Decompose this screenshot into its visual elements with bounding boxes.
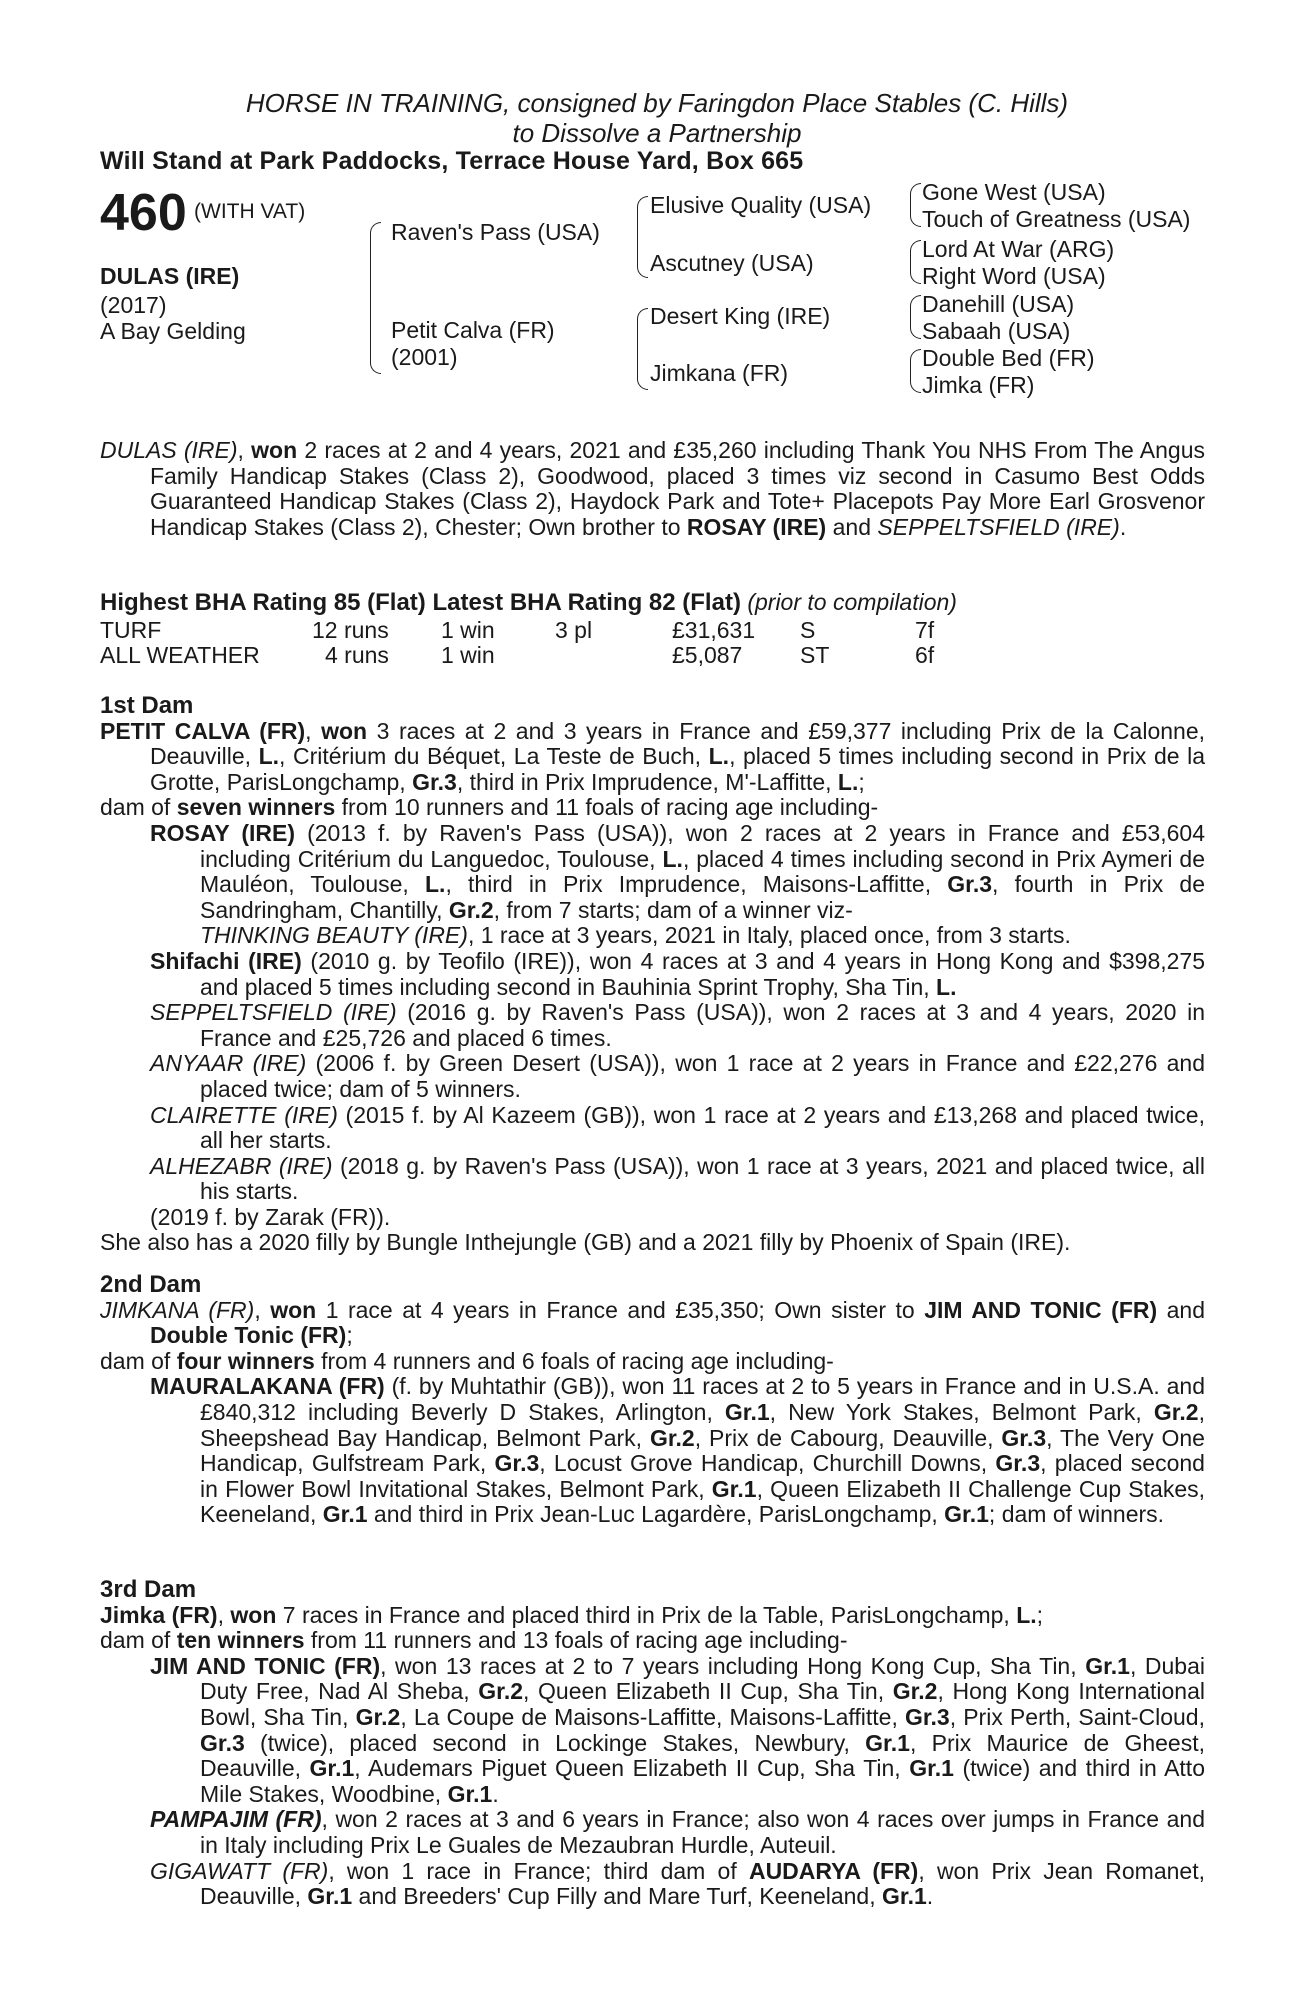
group-mark: Gr.2 <box>892 1678 938 1705</box>
group-mark: Gr.1 <box>447 1780 493 1807</box>
summary-won: won <box>251 437 298 463</box>
dam-of-text: dam of <box>100 794 177 821</box>
produce-text: from 4 runners and 6 foals of racing age including- <box>314 1347 834 1374</box>
second-dam-section <box>100 1272 1205 1528</box>
row-surface: TURF <box>100 617 162 643</box>
produce-clairette <box>100 1103 1205 1154</box>
produce-text: , Sheepshead Bay Handicap, Belmont Park, <box>200 1398 1205 1451</box>
listed-mark: L. <box>425 871 446 898</box>
produce-text: and Breeders' Cup Filly and Mare Turf, Keeneland, <box>352 1883 882 1910</box>
produce-text: , Locust Grove Handicap, Churchill Downs, <box>539 1450 996 1477</box>
first-dam-paragraph: PETIT CALVA (FR), won 3 races at 2 and 3 years in France and £59,377 including Prix de la Calonne, Deauville, L., Critérium du Béquet, La Teste de Buch, L., placed 5 times including second in Prix de la Grotte, ParisLongchamp, Gr.3, third in Prix Imprudence, M'-Laffitte, L.; <box>100 717 1206 795</box>
produce-text: , Queen Elizabeth II Cup, Sha Tin, <box>523 1678 893 1705</box>
group-mark: Gr.3 <box>494 1450 540 1477</box>
produce-text: (2015 f. by Al Kazeem (GB)), won 1 race at 2 years and £13,268 and placed twice, all her starts. <box>200 1101 1205 1154</box>
ratings-block <box>100 590 1205 616</box>
produce-gigawatt <box>100 1859 1205 1910</box>
winners-count: ten winners <box>176 1627 305 1654</box>
produce-text: , placed 4 times including second in Prix Aymeri de Mauléon, Toulouse, <box>200 845 1205 898</box>
third-dam-title: 3rd Dam <box>100 1576 197 1603</box>
pedigree-dam-dam: Jimkana (FR) <box>650 360 789 386</box>
produce-text: , won 13 races at 2 to 7 years including Hong Kong Cup, Sha Tin, <box>380 1652 1086 1679</box>
pedigree-dam-year: (2001) <box>391 344 458 370</box>
group-mark: Gr.2 <box>478 1678 524 1705</box>
first-dam-text: 3 races at 2 and 3 years in France and £59,377 including Prix de la Calonne, Deauville, <box>150 717 1206 770</box>
group-mark: Gr.1 <box>309 1755 355 1782</box>
summary-text-3: . <box>1119 513 1127 540</box>
produce-text: , Queen Elizabeth II Challenge Cup Stakes, Keeneland, <box>200 1475 1205 1528</box>
second-dam-text: ; <box>346 1322 353 1349</box>
first-dam-text: , placed 5 times including second in Prix de la Grotte, ParisLongchamp, <box>150 743 1205 795</box>
produce-name: MAURALAKANA (FR) <box>150 1373 385 1400</box>
race-summary <box>100 438 1205 540</box>
group-mark: Gr.2 <box>649 1424 695 1451</box>
row-runs: 12 runs <box>312 617 389 643</box>
summary-paragraph: DULAS (IRE), won 2 races at 2 and 4 years, 2021 and £35,260 including Thank You NHS From The Angus Family Handicap Stakes (Class 2), Goodwood, placed 3 times viz second in Casumo Best Odds Guaranteed Handicap Stakes (Class 2), Haydock Park and Tote+ Placepots Pay More Earl Grosvenor Handicap Stakes (Class 2), Chester; Own brother to ROSAY (IRE) and SEPPELTSFIELD (IRE). <box>100 437 1205 540</box>
row-distance: 6f <box>915 642 935 668</box>
produce-text: , Prix Perth, Saint-Cloud, <box>949 1703 1205 1730</box>
sibling-name: JIM AND TONIC (FR) <box>924 1296 1158 1323</box>
listed-mark: L. <box>708 743 730 770</box>
produce-text: , won 2 races at 3 and 6 years in France; also won 4 races over jumps in France and in Italy including Prix Le Guales de Mezaubran Hurdle, Auteuil. <box>200 1806 1205 1858</box>
produce-jim-and-tonic <box>100 1654 1205 1808</box>
rating-note: (prior to compilation) <box>747 589 957 615</box>
produce-name: JIM AND TONIC (FR) <box>150 1652 381 1679</box>
gs3-bracket <box>910 295 921 339</box>
pedigree-sire-dam: Ascutney (USA) <box>650 250 814 276</box>
group-mark: Gr.3 <box>200 1729 245 1756</box>
horse-year: (2017) <box>100 292 167 318</box>
row-surface: ALL WEATHER <box>100 642 260 668</box>
pedigree-sdd: Right Word (USA) <box>922 263 1106 289</box>
row-going: ST <box>800 642 830 668</box>
group-mark: Gr.2 <box>355 1703 401 1730</box>
first-dam-text: , third in Prix Imprudence, M'-Laffitte, <box>456 768 838 795</box>
listed-mark: L. <box>662 845 683 872</box>
produce-anyaar <box>100 1051 1205 1102</box>
produce-rosay <box>100 821 1205 949</box>
group-mark: Gr.1 <box>724 1398 770 1425</box>
third-dam-section <box>100 1577 1205 1910</box>
group-mark: Gr.3 <box>947 871 993 898</box>
produce-alhezabr <box>100 1154 1205 1205</box>
group-mark: Gr.1 <box>322 1501 368 1528</box>
pedigree-dds: Double Bed (FR) <box>922 345 1095 371</box>
produce-text: (2006 f. by Green Desert (USA)), won 1 race at 2 years in France and £22,276 and placed twice; dam of 5 winners. <box>200 1050 1205 1102</box>
stand-location: Will Stand at Park Paddocks, Terrace House Yard, Box 665 <box>100 147 804 175</box>
listed-mark: L. <box>258 743 280 770</box>
gs1-bracket <box>910 183 921 227</box>
second-dam-produce-intro <box>100 1349 1205 1375</box>
second-dam-name: JIMKANA (FR) <box>100 1296 255 1323</box>
produce-text: (2018 g. by Raven's Pass (USA)), won 1 race at 3 years, 2021 and placed twice, all his starts. <box>200 1152 1205 1205</box>
produce-text: , 1 race at 3 years, 2021 in Italy, placed once, from 3 starts. <box>467 922 1071 949</box>
produce-text: , won Prix Jean Romanet, Deauville, <box>200 1857 1205 1910</box>
first-dam-text: ; <box>858 768 865 795</box>
produce-text: , Audemars Piguet Queen Elizabeth II Cup, Sha Tin, <box>354 1755 910 1782</box>
first-dam-name: PETIT CALVA (FR) <box>100 717 306 744</box>
gs4-bracket <box>910 349 921 393</box>
produce-text: , placed second in Flower Bowl Invitational Stakes, Belmont Park, <box>200 1450 1205 1502</box>
produce-text: , fourth in Prix de Sandringham, Chantilly, <box>200 871 1205 923</box>
produce-name: PAMPAJIM (FR) <box>150 1806 322 1833</box>
third-dam-name: Jimka (FR) <box>100 1601 218 1628</box>
row-going: S <box>800 617 816 643</box>
summary-text-2: and <box>826 513 878 540</box>
produce-younger: She also has a 2020 filly by Bungle Inthejungle (GB) and a 2021 filly by Phoenix of Spain (IRE). <box>100 1229 1071 1256</box>
produce-text: (twice), placed second in Lockinge Stakes, Newbury, <box>244 1729 866 1756</box>
produce-text: , The Very One Handicap, Gulfstream Park, <box>200 1424 1205 1477</box>
produce-name: ANYAAR (IRE) <box>150 1050 307 1077</box>
group-mark: Gr.1 <box>865 1729 910 1756</box>
descendant-name: AUDARYA (FR) <box>748 1857 919 1884</box>
winners-count: four winners <box>176 1347 315 1374</box>
row-wins: 1 win <box>441 617 495 643</box>
first-dam-text: , Critérium du Béquet, La Teste de Buch, <box>279 743 709 770</box>
summary-text: 2 races at 2 and 4 years, 2021 and £35,260 including Thank You NHS From The Angus Family Handicap Stakes (Class 2), Goodwood, placed 3 times viz second in Casumo Best Odds Guaranteed Handicap Stakes (Class 2), Haydock Park and Tote+ Placepots Pay More Earl Grosvenor Handicap Stakes (Class 2), Chester; Own brother to <box>150 437 1205 540</box>
pedigree-dam: Petit Calva (FR) <box>391 317 555 343</box>
consignor-subline: to Dissolve a Partnership <box>512 118 802 148</box>
group-mark: Gr.3 <box>412 768 457 795</box>
third-dam-text: 7 races in France and placed third in Prix de la Table, ParisLongchamp, <box>276 1601 1017 1628</box>
third-dam-produce-intro <box>100 1628 1205 1654</box>
listed-mark: L. <box>1016 1601 1037 1628</box>
produce-text: , from 7 starts; dam of a winner viz- <box>493 896 853 923</box>
pedigree-sss: Gone West (USA) <box>922 179 1106 205</box>
sire-dam-bracket <box>370 222 381 374</box>
second-dam-text: 1 race at 4 years in France and £35,350; Own sister to <box>316 1296 925 1323</box>
horse-name: DULAS (IRE) <box>100 263 240 289</box>
produce-2019: (2019 f. by Zarak (FR)). <box>150 1203 391 1230</box>
produce-text: , New York Stakes, Belmont Park, <box>769 1398 1154 1425</box>
produce-text: , Prix Maurice de Gheest, Deauville, <box>200 1729 1205 1782</box>
pedigree-ddd: Jimka (FR) <box>922 372 1035 398</box>
third-dam-text: ; <box>1036 1601 1044 1628</box>
group-mark: Gr.2 <box>1153 1398 1199 1425</box>
sibling-name: Double Tonic (FR) <box>150 1322 347 1349</box>
produce-text: (f. by Muhtathir (GB)), won 11 races at 2 to 5 years in France and in U.S.A. and £840,312 including Beverly D Stakes, Arlington, <box>200 1373 1205 1425</box>
listed-mark: L. <box>936 973 957 1000</box>
pedigree-dam-sire: Desert King (IRE) <box>650 303 831 329</box>
produce-text: , Prix de Cabourg, Deauville, <box>694 1424 1002 1451</box>
lot-number: 460 <box>100 184 187 242</box>
produce-name: Shifachi (IRE) <box>150 947 302 974</box>
row-runs: 4 runs <box>325 642 389 668</box>
summary-brother-2: SEPPELTSFIELD (IRE) <box>877 513 1120 540</box>
produce-text: , La Coupe de Maisons-Laffitte, Maisons-Laffitte, <box>400 1703 905 1730</box>
pedigree-sire-sire: Elusive Quality (USA) <box>650 192 872 218</box>
produce-name: SEPPELTSFIELD (IRE) <box>150 999 397 1026</box>
produce-text: , won 1 race in France; third dam of <box>328 1857 749 1884</box>
produce-name: ALHEZABR (IRE) <box>150 1152 333 1179</box>
listed-mark: L. <box>837 768 859 795</box>
row-wins: 1 win <box>441 642 495 668</box>
produce-text: (2016 g. by Raven's Pass (USA)), won 2 races at 3 and 4 years, 2020 in France and £25,726 and placed 6 times. <box>200 999 1205 1051</box>
produce-text: ; dam of winners. <box>988 1501 1165 1528</box>
consignor-line: HORSE IN TRAINING, consigned by Faringdon Place Stables (C. Hills) <box>245 88 1069 118</box>
group-mark: Gr.1 <box>711 1475 757 1502</box>
produce-pampajim <box>100 1807 1205 1858</box>
third-dam-won: won <box>230 1601 277 1628</box>
pedigree-dsd: Sabaah (USA) <box>922 318 1071 344</box>
dam-of-text: dam of <box>100 1347 177 1374</box>
first-dam-section <box>100 693 1205 1256</box>
group-mark: Gr.3 <box>1001 1424 1047 1451</box>
summary-horse-name: DULAS (IRE) <box>100 437 238 463</box>
produce-mauralakana <box>100 1374 1205 1528</box>
produce-text: (twice) and third in Atto Mile Stakes, Woodbine, <box>200 1755 1205 1807</box>
produce-text: . <box>492 1780 499 1807</box>
produce-text: (2013 f. by Raven's Pass (USA)), won 2 races at 2 years in France and £53,604 including Critérium du Languedoc, Toulouse, <box>200 819 1205 872</box>
second-dam-title: 2nd Dam <box>100 1271 202 1298</box>
produce-text: . <box>926 1883 934 1910</box>
first-dam-title: 1st Dam <box>100 692 194 719</box>
produce-grand-name: THINKING BEAUTY (IRE) <box>200 922 468 949</box>
row-prize: £31,631 <box>672 617 756 643</box>
group-mark: Gr.3 <box>995 1450 1041 1477</box>
pedigree-dss: Danehill (USA) <box>922 291 1075 317</box>
summary-brother-1: ROSAY (IRE) <box>686 513 827 540</box>
dam-of-text: dam of <box>100 1627 177 1654</box>
first-dam-produce-intro <box>100 795 1205 821</box>
bha-rating: Highest BHA Rating 85 (Flat) Latest BHA Rating 82 (Flat) <box>100 589 741 616</box>
produce-text: and third in Prix Jean-Luc Lagardère, ParisLongchamp, <box>367 1501 945 1528</box>
produce-name: ROSAY (IRE) <box>150 819 296 846</box>
group-mark: Gr.3 <box>904 1703 950 1730</box>
dam-line-bracket <box>637 308 648 390</box>
pedigree-ssd: Touch of Greatness (USA) <box>922 206 1191 232</box>
produce-seppeltsfield <box>100 1000 1205 1051</box>
produce-name: GIGAWATT (FR) <box>150 1857 329 1884</box>
produce-text: , third in Prix Imprudence, Maisons-Laffitte, <box>445 871 948 898</box>
sire-line-bracket <box>637 196 648 278</box>
row-prize: £5,087 <box>672 642 743 668</box>
produce-shifachi <box>100 949 1205 1000</box>
row-placed: 3 pl <box>555 617 593 643</box>
pedigree-sire: Raven's Pass (USA) <box>391 219 600 245</box>
second-dam-won: won <box>270 1296 317 1323</box>
horse-description: A Bay Gelding <box>100 318 246 344</box>
gs2-bracket <box>910 240 921 284</box>
produce-text: , Dubai Duty Free, Nad Al Sheba, <box>200 1652 1205 1705</box>
row-distance: 7f <box>915 617 935 643</box>
first-dam-won: won <box>321 717 368 744</box>
group-mark: Gr.2 <box>448 896 494 923</box>
group-mark: Gr.1 <box>944 1501 989 1528</box>
produce-name: CLAIRETTE (IRE) <box>150 1101 338 1128</box>
second-dam-paragraph: JIMKANA (FR), won 1 race at 4 years in France and £35,350; Own sister to JIM AND TONIC (FR) and Double Tonic (FR); <box>100 1296 1206 1349</box>
produce-text: (2010 g. by Teofilo (IRE)), won 4 races at 3 and 4 years in Hong Kong and $398,275 and placed 5 times including second in Bauhinia Sprint Trophy, Sha Tin, <box>200 947 1205 1000</box>
produce-text: from 11 runners and 13 foals of racing age including- <box>304 1627 848 1654</box>
second-dam-text: and <box>1157 1296 1206 1323</box>
produce-text: from 10 runners and 11 foals of racing age including- <box>335 794 879 821</box>
group-mark: Gr.1 <box>1085 1652 1130 1679</box>
group-mark: Gr.1 <box>909 1755 954 1782</box>
group-mark: Gr.1 <box>882 1883 927 1910</box>
winners-count: seven winners <box>176 794 336 821</box>
third-dam-paragraph: Jimka (FR), won 7 races in France and placed third in Prix de la Table, ParisLongchamp, L.; <box>100 1601 1044 1628</box>
pedigree-sds: Lord At War (ARG) <box>922 236 1115 262</box>
group-mark: Gr.1 <box>307 1883 353 1910</box>
produce-text: , Hong Kong International Bowl, Sha Tin, <box>200 1678 1205 1730</box>
vat-note: (WITH VAT) <box>194 200 306 223</box>
